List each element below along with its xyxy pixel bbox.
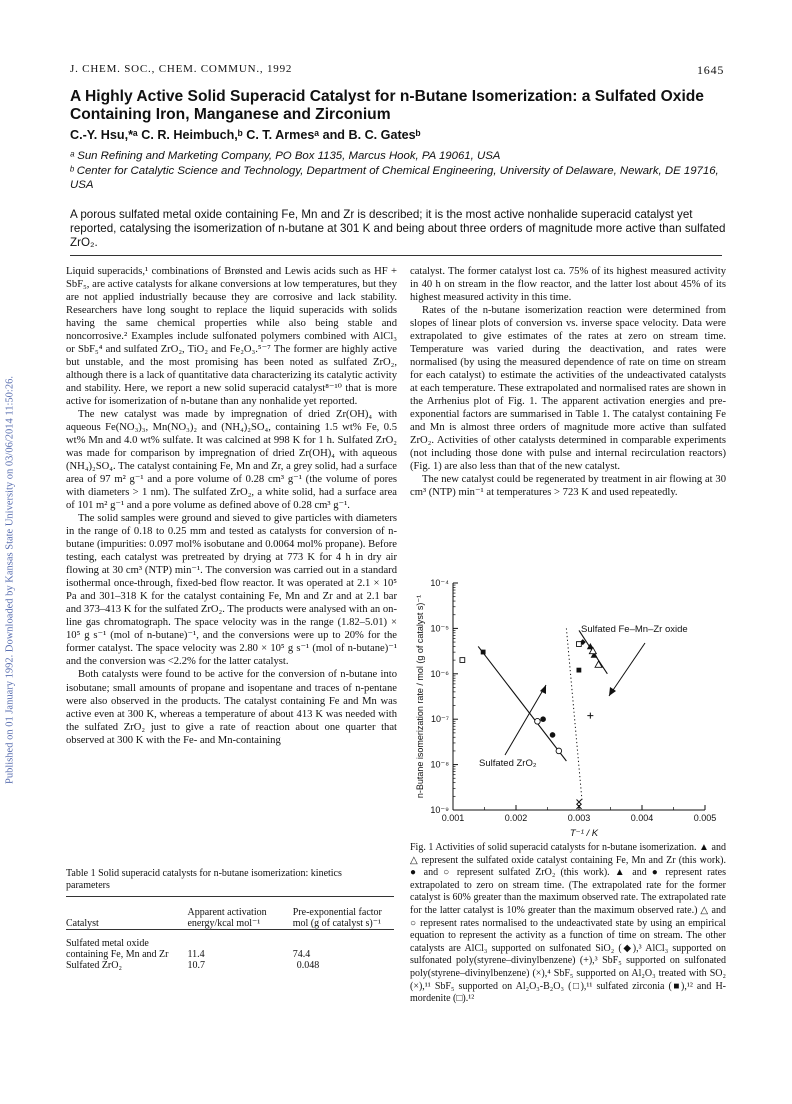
y-tick-label: 10⁻⁶ [430,668,449,679]
paragraph: The new catalyst could be regenerated by treatment in air flowing at 30 cm³ (NTP) min⁻¹ at temperatures > 723 K and used repeatedly. [410,474,726,499]
y-tick-label: 10⁻⁷ [430,714,449,725]
annotation-arrow [609,643,645,696]
journal-running-head: J. CHEM. SOC., CHEM. COMMUN., 1992 [70,63,293,75]
y-tick-label: 10⁻⁹ [430,805,449,815]
y-tick-label: 10⁻⁵ [430,623,449,634]
data-point-square-open [577,642,582,647]
x-tick-label: 0.001 [441,813,465,823]
figure-1 [405,575,725,845]
download-watermark: Published on 01 January 1992. Downloaded by Kansas State University on 03/06/2014 11:50:26. [4,376,16,784]
y-axis-label: n-Butane isomerization rate / mol (g of catalyst s)⁻¹ [415,594,425,799]
paragraph: The new catalyst was made by impregnation of dried Zr(OH)₄ with aqueous Fe(NO₃)₃, Mn(NO₃)₂ and (NH₄)₂SO₄, containing 1.5 wt% Fe, 0.5 wt% Mn and 4.0 wt% sulfate. It was calcined at 998 K for 1 h. Sulfated ZrO₂ was made for comparison by impregnation of dried Zr(OH)₄ with aqueous (NH₄)₂SO₄. The catalyst containing Fe, Mn and Zr, a grey solid, had a surface area of 97 m² g⁻¹ and a pore volume of 0.28 cm³ g⁻¹ (the volume of pores with diameters > 1 nm). The sulfated ZrO₂, a white solid, had a surface area of 101 m² g⁻¹ and a pore volume as defined above of 0.28 cm³ g⁻¹. [66,409,397,512]
x-tick-label: 0.004 [630,813,654,823]
data-point-square-open [460,658,465,663]
arrowhead [540,685,546,694]
body-column-right [410,265,726,499]
affiliation-b: ᵇ Center for Catalytic Science and Technology, Department of Chemical Engineering, University of Delaware, Newark, DE 19716, USA [70,165,719,191]
paragraph: Rates of the n-butane isomerization reaction were determined from slopes of linear plots of conversion vs. inverse space velocity. Data were extrapolated to give estimates of the rates at zero on stream time. Temperature was varied during the deactivation, and rates were normalised (by using the measured dependence of rate on time on stream for each catalyst) to estimate the activities of the undeactivated catalysts at each temperature. These extrapolated and normalised rates are shown in the Arrhenius plot of Fig. 1. The apparent activation energies and pre-exponential factors are summarised in Table 1. The catalyst containing Fe and Mn is almost three orders of magnitude more active than sulfated ZrO₂. Activities of other catalysts determined in comparable experiments (not including those done with pulse and internal recirculation reactors) (Fig. 1) are also less than that of the new catalyst. [410,305,726,473]
data-point-circle-open [535,718,541,724]
paragraph: Both catalysts were found to be active for the conversion of n-butane into isobutane; small amounts of propane and isopentane and traces of n-pentane were also observed in the products. The catalyst containing Fe and Mn was active even at 300 K, whereas a temperature of about 413 K was needed with the sulfated ZrO₂ just to give a rate of reaction about one quarter that observed at 300 K with the Fe- and Mn-containing [66,669,397,746]
annotation-label: Sulfated ZrO₂ [479,758,537,769]
data-point-circle-open [556,748,562,754]
section-divider [70,255,722,256]
page-number: 1645 [697,63,725,77]
data-point-circle-filled [550,732,556,738]
data-point-square-filled [577,668,582,673]
arrowhead [609,687,616,696]
data-point-cross [577,800,582,805]
data-point-square-filled [481,650,486,655]
x-axis-label: T⁻¹ / K [569,828,599,839]
paragraph: catalyst. The former catalyst lost ca. 75% of its highest measured activity in 40 h on stream in the flow reactor, and the latter lost about 45% of its highest measured activity in this time. [410,266,726,304]
table-title: Table 1 Solid superacid catalysts for n-butane isomerization: kinetics parameters [66,868,342,891]
table-header-catalyst: Catalyst [66,918,99,929]
fit-line [478,646,566,761]
x-tick-label: 0.005 [693,813,717,823]
article-title: A Highly Active Solid Superacid Catalyst for n-Butane Isomerization: a Sulfated Oxide Containing Iron, Manganese and Zirconium [70,88,704,123]
body-column-left [66,265,397,747]
data-point-plus [587,713,593,719]
y-tick-label: 10⁻⁸ [430,759,449,770]
x-tick-label: 0.002 [504,813,528,823]
author-list: C.-Y. Hsu,*ᵃ C. R. Heimbuch,ᵇ C. T. Armesᵃ and B. C. Gatesᵇ [70,128,421,142]
abstract: A porous sulfated metal oxide containing Fe, Mn and Zr is described; it is the most active nonhalide superacid catalyst yet reported, catalysing the isomerization of n-butane at 301 K and being about three orders of magnitude more active than sulfated ZrO₂. [70,208,726,249]
table-row: Sulfated ZrO₂ 10.7 0.048 [66,960,320,971]
affiliation-a: ᵃ Sun Refining and Marketing Company, PO Box 1135, Marcus Hook, PA 19061, USA [70,150,501,162]
paragraph: The solid samples were ground and sieved to give particles with diameters in the range of 0.18 to 0.25 mm and tested as catalysts for conversion of n-butane (impurities: 0.097 mol% isobutane and 0.0064 mol% propane). Before testing, each catalyst was pretreated by drying at 773 K for 4 h in dry air flowing at 30 cm³ (NTP) min⁻¹. The conversion was carried out in a standard isothermal once-through, fixed-bed flow reactor. It was operated at 2.1 × 10⁵ Pa and 301–318 K for the catalyst containing Fe, Mn and Zr and at 2.1 bar and 373–413 K for the sulfated ZrO₂. The products were analysed with an on-line gas chromatograph. The space velocity was in the range (1.82–5.01) × 10⁵ g s⁻¹ (mol of n-butane)⁻¹, and the conversions were up to 20% for the former catalyst. The space velocity was 2.80 × 10⁵ g s⁻¹ (mol of n-butane)⁻¹ and the conversion was <2.2% for the latter catalyst. [66,513,397,668]
x-tick-label: 0.003 [567,813,591,823]
table-row: Sulfated metal oxide containing Fe, Mn and Zr 11.4 74.4 [66,938,311,960]
paragraph: Liquid superacids,¹ combinations of Brønsted and Lewis acids such as HF + SbF₅, are active catalysts for alkane conversions at low temperatures, but they are not applied industrially because they are corrosive and lack stability. Researchers have long sought to replace the liquid superacids with solids having the same chemical properties while also being stable and noncorrosive.² Examples include sulfonated polymers combined with AlCl₃ or SbF₅⁴ and sulfated ZrO₂, TiO₂ and Fe₂O₃.⁵⁻⁷ The former are highly active but unstable, and the most promising has been noted as sulfated ZrO₂, although there is a lack of quantitative data characterizing its catalytic activity and stability. Here, we report a new solid superacid catalyst⁸⁻¹⁰ that is more active for isomerization of n-butane than any nonhalide yet reported. [66,266,397,408]
annotation-label: Sulfated Fe–Mn–Zr oxide [581,624,688,635]
arrhenius-plot [405,575,725,840]
data-point-circle-filled [540,716,546,722]
y-tick-label: 10⁻⁴ [430,578,449,588]
figure-caption: Fig. 1 Activities of solid superacid catalysts for n-butane isomerization. ▲ and △ represent the sulfated oxide catalyst containing Fe, Mn and Zr (this work). ● and ○ represent sulfated ZrO₂ (this work). ▲ and ● represent rates extrapolated to zero on stream time. (The extrapolated rate for the former catalyst is 60% greater than the maximum observed rate. The extrapolated rate for the latter catalyst is 10% greater than the maximum observed rate.) △ and ○ represent rates normalised to the undeactivated state by using an empirical equation to represent the activity as a function of time on stream. The other catalysts are AlCl₃ supported on sulfonated SiO₂ (◆),³ AlCl₃ supported on sulfonated poly(styrene–divinylbenzene) (+),³ SbF₅ supported on sulfonated poly(styrene–divinylbenzene) (×),⁴ SbF₅ supported on Al₂O₃ treated with SO₂ (×),¹¹ SbF₅ supported on Al₂O₃-B₂O₃ (□),¹¹ sulfated zirconia (■),¹² and H-mordenite (□).¹² [410,842,726,1005]
table-header-pre-exponential: Pre-exponential factor mol (g of catalyst s)⁻¹ [292,907,382,929]
table-header-activation-energy: Apparent activation energy/kcal mol⁻¹ [187,907,267,929]
table-1 [66,896,394,971]
fit-line [566,628,582,802]
